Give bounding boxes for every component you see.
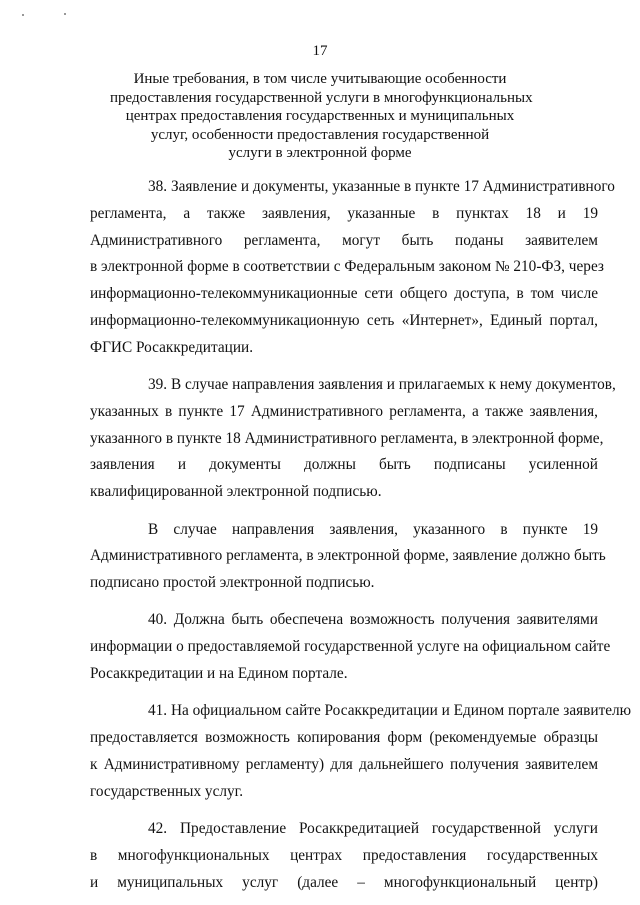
heading-line: услуг, особенности предоставления государственной (150, 126, 490, 143)
text-line: регламента, а также заявления, указанные в пунктах 18 и 19 (90, 204, 598, 222)
text-line: В случае направления заявления, указанного в пункте 19 (148, 520, 598, 538)
text-line: к Административному регламенту) для дальнейшего получения заявителем (90, 755, 598, 773)
text-line: информации о предоставляемой государственной услуге на официальном сайте (90, 638, 611, 656)
text-line: указанных в пункте 17 Административного регламента, а также заявления, (90, 402, 598, 420)
paragraph-38 (90, 174, 615, 362)
paragraph-42 (90, 816, 598, 896)
text-line: Росаккредитации и на Едином портале. (90, 665, 348, 683)
heading-line: предоставления государственной услуги в многофункциональных (110, 89, 533, 106)
text-line: Административного регламента, могут быть поданы заявителем (90, 231, 598, 249)
text-line: 42. Предоставление Росаккредитацией государственной услуги (148, 820, 598, 838)
text-line: указанного в пункте 18 Административного регламента, в электронной форме, (90, 429, 604, 447)
heading-line: центрах предоставления государственных и муниципальных (125, 108, 515, 124)
text-line: информационно-телекоммуникационные сети общего доступа, в том числе (90, 285, 598, 303)
text-line: ФГИС Росаккредитации. (90, 338, 254, 356)
scan-speck (64, 13, 66, 15)
page-number: 17 (312, 43, 328, 59)
text-line: 41. На официальном сайте Росаккредитации и Едином портале заявителю (148, 702, 632, 720)
paragraph-41 (90, 698, 632, 805)
text-line: квалифицированной электронной подписью. (90, 483, 382, 501)
scan-speck (22, 14, 24, 16)
text-line: заявления и документы должны быть подписаны усиленной (90, 456, 598, 474)
section-heading (110, 70, 533, 163)
text-line: 39. В случае направления заявления и прилагаемых к нему документов, (148, 376, 616, 394)
text-line: в электронной форме в соответствии с Федеральным законом № 210-ФЗ, через (90, 258, 604, 276)
text-line: 40. Должна быть обеспечена возможность получения заявителями (148, 611, 598, 629)
heading-line: услуги в электронной форме (228, 145, 412, 161)
text-line: в многофункциональных центрах предоставления государственных (90, 846, 598, 864)
text-line: государственных услуг. (90, 782, 244, 800)
text-line: подписано простой электронной подписью. (90, 574, 375, 592)
paragraph-39-continued (90, 517, 606, 597)
text-line: Административного регламента, в электронной форме, заявление должно быть (90, 547, 606, 565)
paragraph-40 (90, 607, 611, 687)
text-line: информационно-телекоммуникационную сеть «Интернет», Единый портал, (90, 311, 598, 329)
text-line: и муниципальных услуг (далее – многофункциональный центр) (90, 873, 598, 891)
paragraph-39 (90, 372, 616, 506)
heading-line: Иные требования, в том числе учитывающие особенности (133, 71, 507, 87)
text-line: 38. Заявление и документы, указанные в пункте 17 Административного (148, 178, 615, 195)
text-line: предоставляется возможность копирования форм (рекомендуемые образцы (90, 729, 598, 747)
body-text (90, 174, 632, 896)
